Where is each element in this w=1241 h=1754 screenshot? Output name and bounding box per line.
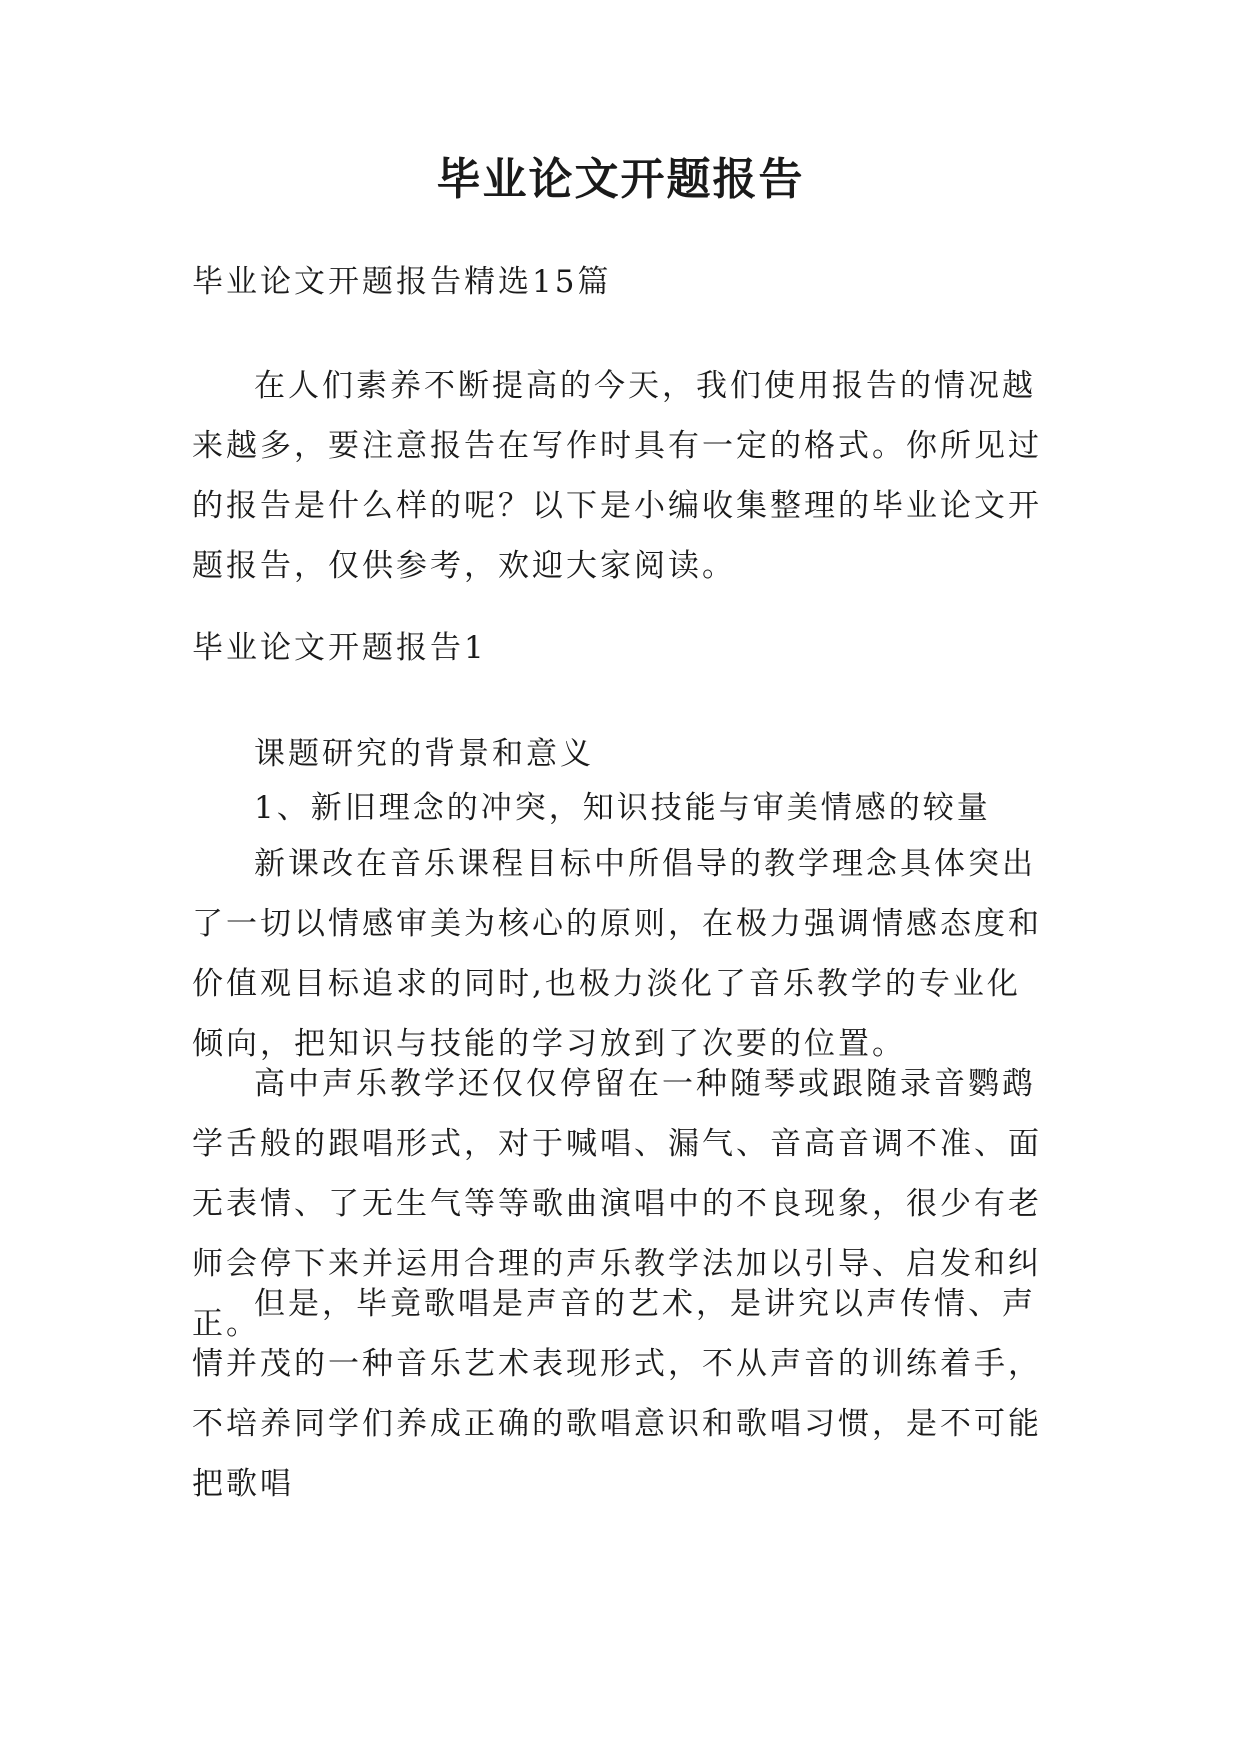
intro-paragraph: 在人们素养不断提高的今天，我们使用报告的情况越来越多，要注意报告在写作时具有一定的格式。你所见过的报告是什么样的呢？以下是小编收集整理的毕业论文开题报告，仅供参考，欢迎大家阅读。	[192, 368, 1042, 584]
document-title: 毕业论文开题报告	[436, 154, 805, 205]
body-paragraph-3: 但是，毕竟歌唱是声音的艺术，是讲究以声传情、声情并茂的一种音乐艺术表现形式，不从声音的训练着手，不培养同学们养成正确的歌唱意识和歌唱习惯，是不可能把歌唱	[192, 1286, 1042, 1502]
topic-heading: 课题研究的背景和意义	[254, 736, 594, 772]
body-paragraph-1: 新课改在音乐课程目标中所倡导的教学理念具体突出了一切以情感审美为核心的原则，在极力强调情感态度和价值观目标追求的同时,也极力淡化了音乐教学的专业化倾向，把知识与技能的学习放到了次要的位置。	[192, 846, 1042, 1062]
body-paragraph-2: 高中声乐教学还仅仅停留在一种随琴或跟随录音鹦鹉学舌般的跟唱形式，对于喊唱、漏气、音高音调不准、面无表情、了无生气等等歌曲演唱中的不良现象，很少有老师会停下来并运用合理的声乐教学法加以引导、启发和纠正。	[192, 1066, 1042, 1342]
section-heading: 毕业论文开题报告1	[192, 630, 487, 666]
document-subtitle: 毕业论文开题报告精选15篇	[192, 264, 612, 300]
point-heading: 1、新旧理念的冲突，知识技能与审美情感的较量	[254, 790, 991, 826]
